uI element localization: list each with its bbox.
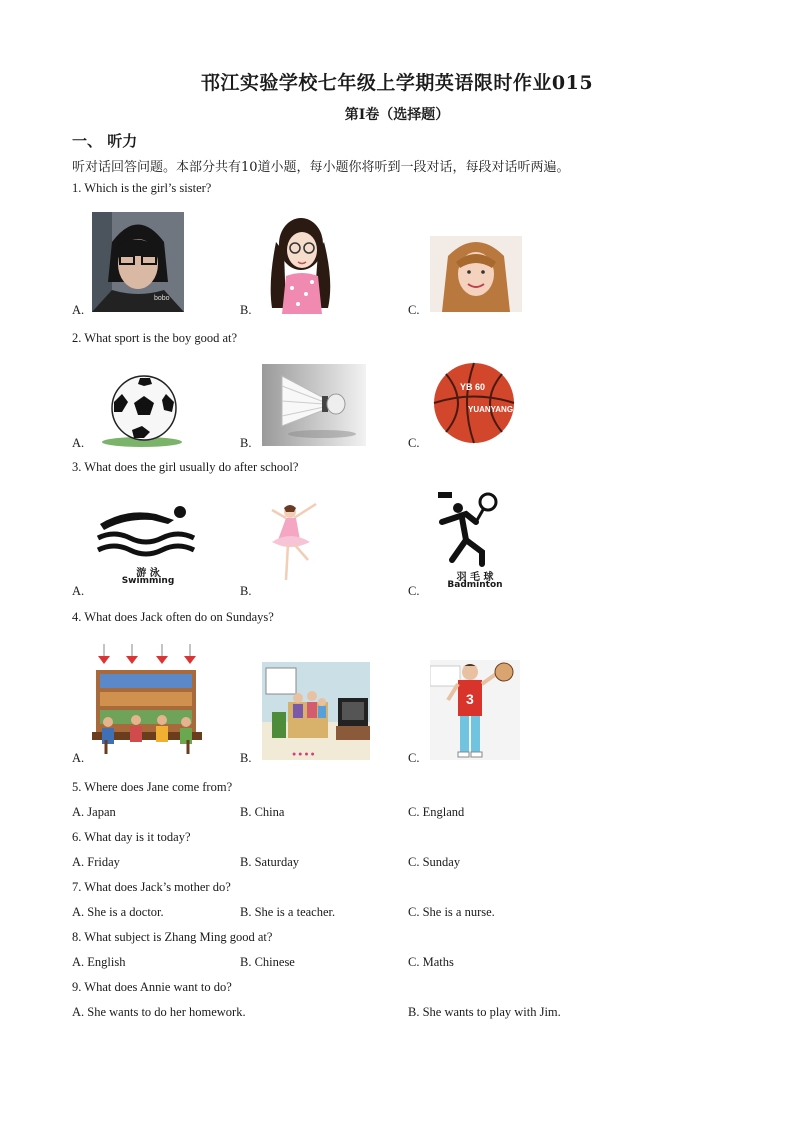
page-subtitle: 第Ⅰ卷（选择题）	[344, 107, 450, 123]
q1-option-b[interactable]: B.	[240, 303, 252, 317]
q3-option-c[interactable]: C.	[408, 584, 420, 598]
q2-option-b[interactable]: B.	[240, 436, 252, 450]
svg-text:● ● ● ●: ● ● ● ●	[292, 751, 315, 758]
svg-text:3: 3	[466, 691, 474, 707]
question-4: 4. What does Jack often do on Sundays?	[72, 610, 274, 624]
q1-option-c[interactable]: C.	[408, 303, 420, 317]
section-heading: 一、 听力	[72, 132, 138, 150]
q6-option-b[interactable]: B. Saturday	[240, 855, 300, 869]
question-1: 1. Which is the girl’s sister?	[72, 181, 212, 195]
option-b-image-shuttlecock	[262, 364, 366, 446]
q9-option-a[interactable]: A. She wants to do her homework.	[72, 1005, 246, 1019]
q8-option-c[interactable]: C. Maths	[408, 955, 454, 969]
q2-option-a[interactable]: A.	[72, 436, 85, 450]
badminton-cn-label: 羽 毛 球	[456, 572, 494, 583]
q4-option-b[interactable]: B.	[240, 751, 252, 765]
option-c-image-badminton-icon	[432, 488, 518, 592]
q7-option-c[interactable]: C. She is a nurse.	[408, 905, 495, 919]
question-5: 5. Where does Jane come from?	[72, 780, 233, 794]
q6-option-c[interactable]: C. Sunday	[408, 855, 461, 869]
badminton-en-label: Badminton	[447, 580, 503, 590]
q7-option-b[interactable]: B. She is a teacher.	[240, 905, 336, 919]
q5-option-b[interactable]: B. China	[240, 805, 285, 819]
q3-option-a[interactable]: A.	[72, 584, 85, 598]
q5-option-a[interactable]: A. Japan	[72, 805, 116, 819]
photo-watermark: bobo	[154, 295, 170, 302]
section-instructions: 听对话回答问题。本部分共有10道小题，每小题你将听到一段对话，每段对话听两遍。	[72, 160, 570, 175]
question-2: 2. What sport is the boy good at?	[72, 331, 238, 345]
option-c-image-boy-with-basketball	[430, 660, 520, 760]
option-a-image-swimming-icon	[96, 494, 200, 590]
option-a-image-library	[92, 644, 202, 754]
q7-option-a[interactable]: A. She is a doctor.	[72, 905, 164, 919]
swim-cn-label: 游 泳	[136, 568, 160, 579]
q5-option-c[interactable]: C. England	[408, 805, 465, 819]
q1-option-a[interactable]: A.	[72, 303, 85, 317]
q3-option-b[interactable]: B.	[240, 584, 252, 598]
q4-option-a[interactable]: A.	[72, 751, 85, 765]
q2-option-c[interactable]: C.	[408, 436, 420, 450]
ball-brand: YUANYANG	[468, 405, 514, 414]
option-b-image-ballet-dancer	[264, 500, 324, 586]
question-7: 7. What does Jack’s mother do?	[72, 880, 231, 894]
swim-en-label: Swimming	[121, 576, 175, 586]
option-a-image-girl-photo	[92, 212, 184, 312]
option-a-image-soccer-ball	[92, 372, 184, 448]
q8-option-b[interactable]: B. Chinese	[240, 955, 295, 969]
question-3: 3. What does the girl usually do after school?	[72, 460, 299, 474]
q8-option-a[interactable]: A. English	[72, 955, 126, 969]
question-9: 9. What does Annie want to do?	[72, 980, 232, 994]
option-c-image-smiling-girl	[430, 236, 522, 312]
option-c-image-basketball	[430, 360, 518, 446]
option-b-image-family-watching-tv	[262, 662, 370, 760]
question-8: 8. What subject is Zhang Ming good at?	[72, 930, 273, 944]
question-6: 6. What day is it today?	[72, 830, 191, 844]
q9-option-b[interactable]: B. She wants to play with Jim.	[408, 1005, 561, 1019]
ball-code: YB 60	[460, 382, 486, 392]
option-b-image-cartoon-girl	[262, 212, 340, 314]
q6-option-a[interactable]: A. Friday	[72, 855, 120, 869]
page-title: 邗江实验学校七年级上学期英语限时作业015	[200, 72, 594, 94]
q4-option-c[interactable]: C.	[408, 751, 420, 765]
